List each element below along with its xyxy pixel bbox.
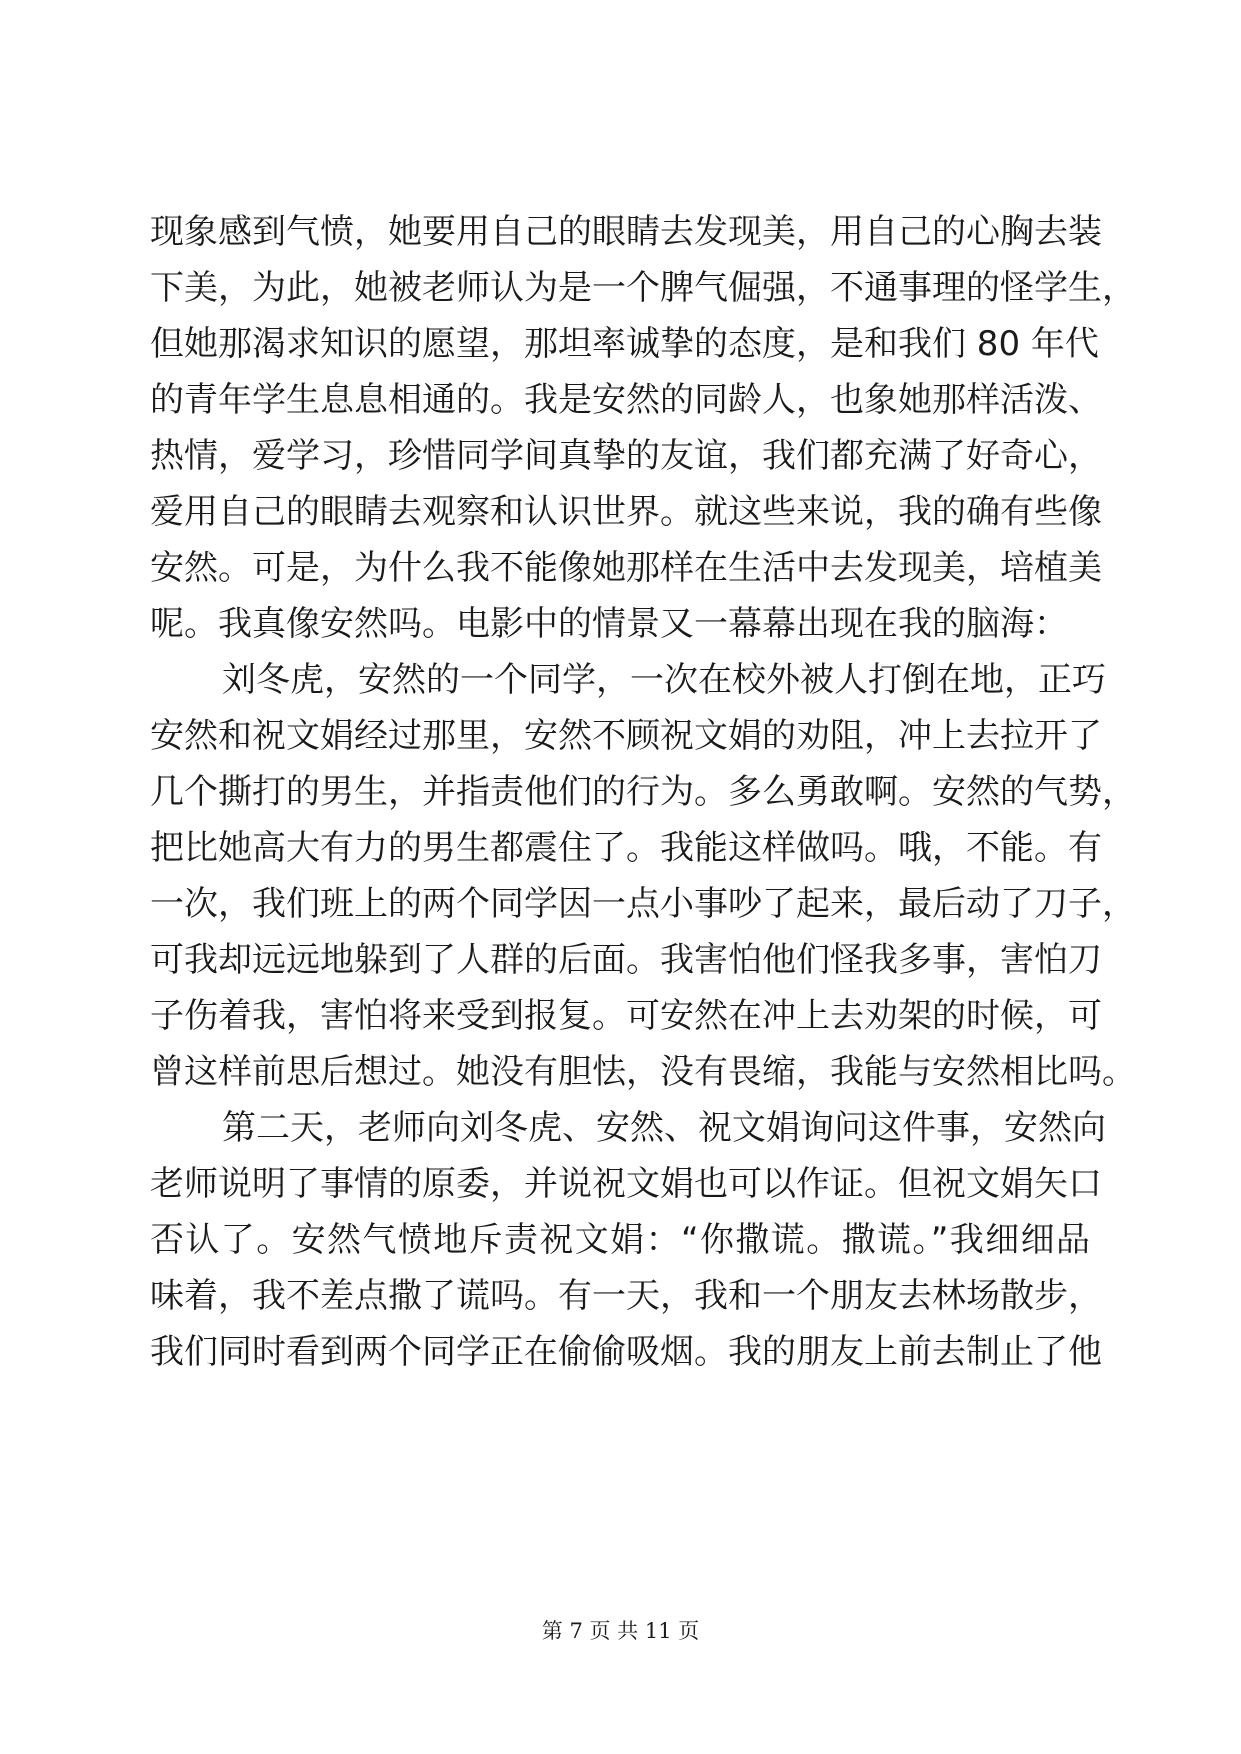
body-text-line: 的青年学生息息相通的。我是安然的同龄人，也象她那样活泼、 [150, 380, 1102, 420]
body-text-line: 老师说明了事情的原委，并说祝文娟也可以作证。但祝文娟矢口 [150, 1164, 1102, 1204]
paragraph-first-line: 第二天，老师向刘冬虎、安然、祝文娟询问这件事，安然向 [222, 1108, 1106, 1148]
body-text-line: 子伤着我，害怕将来受到报复。可安然在冲上去劝架的时候，可 [150, 996, 1102, 1036]
body-text-line: 否认了。安然气愤地斥责祝文娟：“你撒谎。撒谎。”我细细品 [150, 1220, 1090, 1260]
body-text-line: 下美，为此，她被老师认为是一个脾气倔强，不通事理的怪学生， [150, 268, 1136, 308]
body-text-line: 可我却远远地躲到了人群的后面。我害怕他们怪我多事，害怕刀 [150, 940, 1102, 980]
body-text-line: 我们同时看到两个同学正在偷偷吸烟。我的朋友上前去制止了他 [150, 1332, 1102, 1372]
body-text-line: 呢。我真像安然吗。电影中的情景又一幕幕出现在我的脑海： [150, 604, 1068, 644]
body-text-line: 把比她高大有力的男生都震住了。我能这样做吗。哦，不能。有 [150, 828, 1102, 868]
paragraph-first-line: 刘冬虎，安然的一个同学，一次在校外被人打倒在地，正巧 [222, 660, 1106, 700]
body-text-line: 热情，爱学习，珍惜同学间真挚的友谊，我们都充满了好奇心， [150, 436, 1102, 476]
body-text-line: 但她那渴求知识的愿望，那坦率诚挚的态度，是和我们 80 年代 [150, 324, 1099, 364]
body-text-line: 味着，我不差点撒了谎吗。有一天，我和一个朋友去林场散步， [150, 1276, 1102, 1316]
body-text-line: 爱用自己的眼睛去观察和认识世界。就这些来说，我的确有些像 [150, 492, 1102, 532]
body-text-line: 几个撕打的男生，并指责他们的行为。多么勇敢啊。安然的气势， [150, 772, 1136, 812]
page-number-footer: 第 7 页 共 11 页 [541, 1619, 700, 1643]
body-text-line: 安然和祝文娟经过那里，安然不顾祝文娟的劝阻，冲上去拉开了 [150, 716, 1102, 756]
body-text-line: 一次，我们班上的两个同学因一点小事吵了起来，最后动了刀子， [150, 884, 1136, 924]
body-text-line: 曾这样前思后想过。她没有胆怯，没有畏缩，我能与安然相比吗。 [150, 1052, 1136, 1092]
body-text-line: 安然。可是，为什么我不能像她那样在生活中去发现美，培植美 [150, 548, 1102, 588]
body-text-line: 现象感到气愤，她要用自己的眼睛去发现美，用自己的心胸去装 [150, 212, 1102, 252]
